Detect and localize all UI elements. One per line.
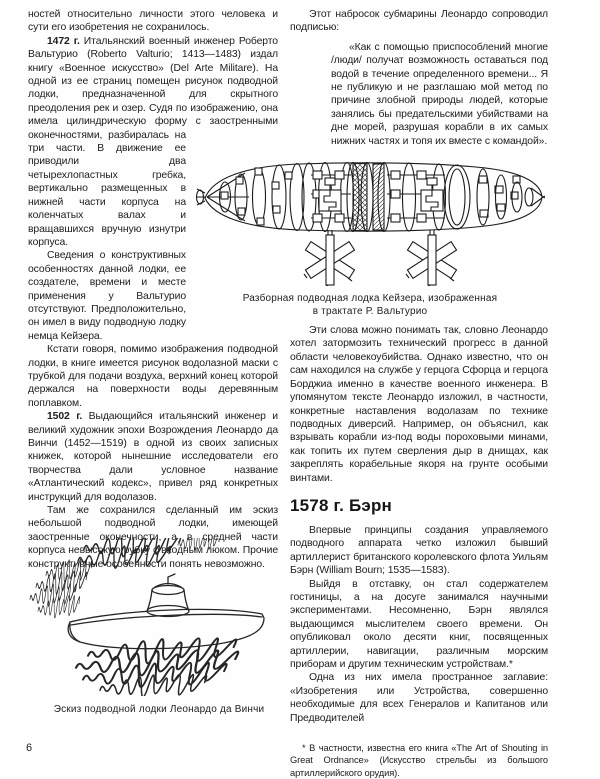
right-column	[290, 8, 548, 779]
paragraph-text: Выдающийся итальянский инженер и великий художник эпохи Возрождения Леонардо да Винчи (1452—1519) в одной из своих записных книжек, которой нынешние исследователи его творчества дали условное название «Атлантический кодекс», привел ряд конкретных инструкций для водолазов.	[28, 411, 278, 503]
caption-line: Эскиз подводной лодки Леонардо да Винчи	[53, 704, 265, 715]
paragraph: Сведения о конструктивных особенностях данной лодки, ее создателе, времени и месте применения у Вальтурио отсутствуют. Предположительно, он имел в виду подводную лодку немца Кейзера.	[28, 250, 186, 342]
paragraph: Этот набросок субмарины Леонардо сопроводил подписью:	[290, 9, 548, 34]
paragraph: Впервые принципы создания управляемого подводного аппарата четко изложил бывший артиллерист британского королевского флота Уильям Бэрн (William Bourn; 1535—1583).	[290, 524, 548, 577]
paragraph-text: Итальянский военный инженер Роберто Вальтурио (Roberto Valturio; 1413—1483) издал книгу «Военное искусство» (Del Arte Militare). На одной из ее страниц помещен рисунок подводной лодки, предназначенной для скрытного преодоления рек и озер. Судя по изображению, она имела цилиндрическую форму с заостренными оконечностями,	[28, 35, 278, 141]
leonardo-figure-caption	[28, 703, 290, 716]
caption-line: в трактате Р. Вальтурио	[312, 306, 428, 317]
paragraph: Выйдя в отставку, он стал содержателем гостиницы, а на досуге занимался научными экспериментами. Несомненно, Бэрн являлся выдающимся мыслителем своего времени. Он опубликовал около десяти книг, посвященных артиллерии, навигации, различным морским приборам и другим техническим устройствам.*	[290, 578, 548, 670]
year-lead: 1472 г.	[47, 35, 80, 47]
keyser-submarine-drawing	[195, 160, 545, 286]
leonardo-sketch-figure	[28, 538, 290, 696]
caption-line: Разборная подводная лодка Кейзера, изображенная	[242, 293, 498, 304]
paragraph: Одна из них имела пространное заглавие: «Изобретения или Устройства, совершенно необходимые для всех Генералов и Капитанов или Предводителей	[290, 672, 548, 724]
paragraph-1502	[28, 410, 278, 504]
left-column	[28, 8, 278, 571]
year-lead: 1502 г.	[47, 411, 83, 423]
paragraph: ностей относительно личности этого человека и сути его изобретения не сохранилось.	[28, 9, 278, 34]
paragraph: Эти слова можно понимать так, словно Леонардо хотел затормозить технический прогресс в данной области человекоубийства. Однако известно, что он сам находился на службе у герцога Сфорца и герцога Борджиа именно в качестве военного инженера. В упомянутом тексте Леонардо изложил, в частности, конкретные наставления водолазам по технике подводных диверсий. Например, он объяснил, как взрывать корабли из-под воды пороховыми минами, как топить их путем сверления дыр в днищах, как закреплять корабельные якоря на грунте особыми винтами.	[290, 325, 548, 484]
paragraph: Кстати говоря, помимо изображения подводной лодки, в книге имеется рисунок водолазной маски с трубкой для подачи воздуха, верхний конец которой держался на поверхности воды деревянным поплавком.	[28, 344, 278, 409]
section-heading-1578-bourne: 1578 г. Бэрн	[290, 495, 393, 515]
footnote: * В частности, известна его книга «The Art of Shouting in Great Ordnance» (Искусство стрельбы из большого артиллерийского орудия).	[290, 743, 548, 778]
page-number: 6	[26, 742, 33, 754]
paragraph-text: разбиралась на три части. В движение ее приводили два четырехлопастных гребка, вертикально размещенных в нижней части корпуса на коленчатых валах и вращавшихся вручную изнутри корпуса.	[28, 129, 187, 248]
keyser-submarine-figure	[195, 160, 545, 286]
leonardo-sketch-drawing	[28, 538, 290, 696]
keyser-figure-caption	[195, 292, 545, 318]
paragraph: Там же сохранился сделанный им эскиз небольшой подводной лодки, имеющей заостренные оконечности, а в средней части корпуса невысокую рубку с входным люком. Прочие конструктивные особенности понять невозможно.	[28, 505, 278, 570]
leonardo-quote: «Как с помощью приспособлений многие /люди/ получат возможность оставаться под водой в течение определенного времени... Я не публикую и не разглашаю мой метод по причине злобной природы людей, которые занялись бы предательскими убийствами на дне морей, разрушая корабли в их самых нижних частях и топя их вместе с командой».	[331, 41, 548, 147]
